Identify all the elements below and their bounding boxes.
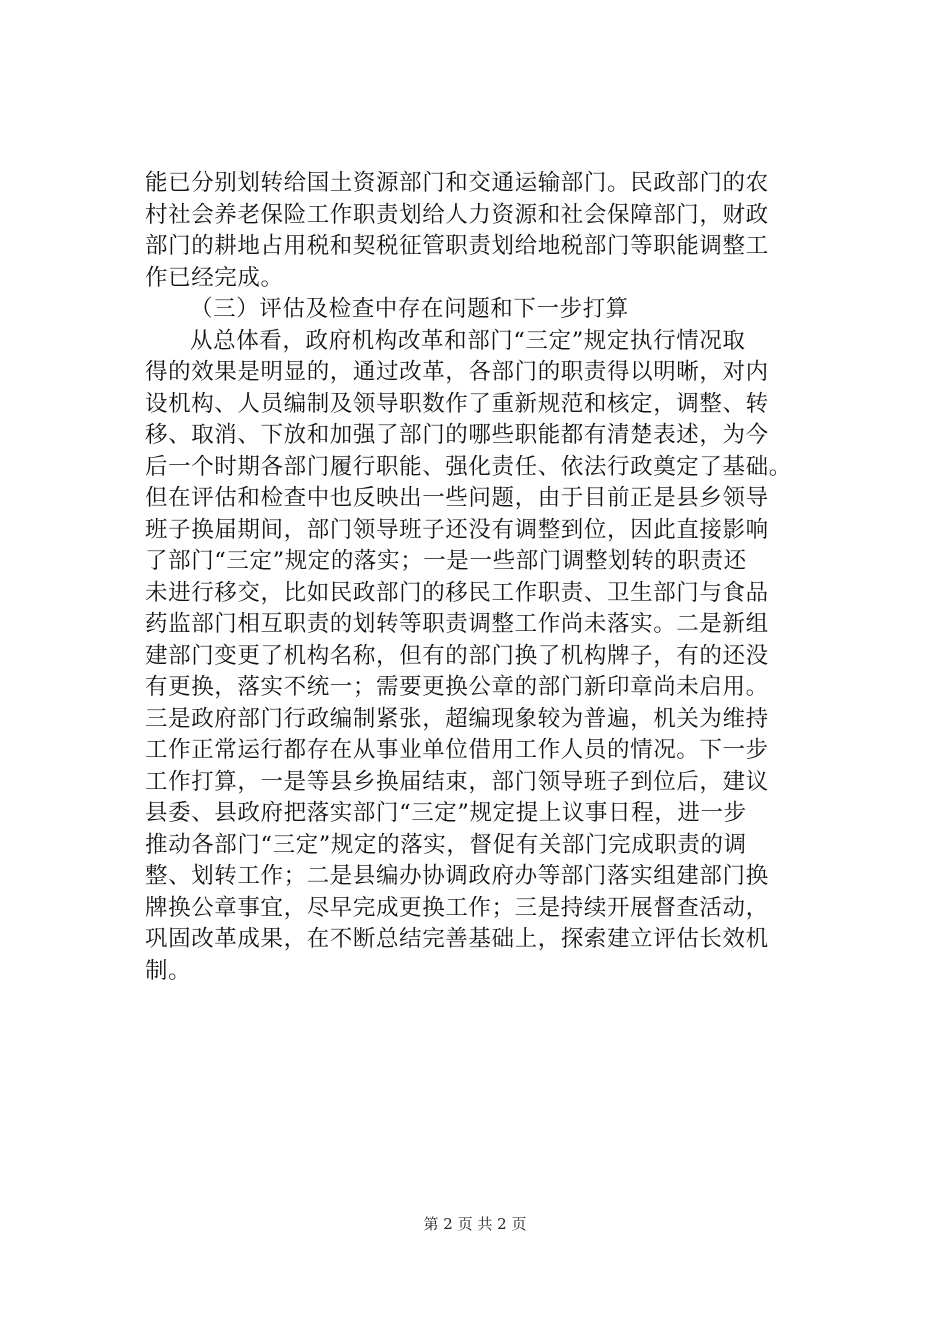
text-line: 工作正常运行都存在从事业单位借用工作人员的情况。下一步 xyxy=(145,737,769,763)
text-line: 县委、县政府把落实部门“三定”规定提上议事日程，进一步 xyxy=(145,800,747,826)
text-line: 移、取消、下放和加强了部门的哪些职能都有清楚表述，为今 xyxy=(145,422,769,448)
text-line: 建部门变更了机构名称，但有的部门换了机构牌子，有的还没 xyxy=(145,642,769,669)
text-line: 药监部门相互职责的划转等职责调整工作尚未落实。二是新组 xyxy=(145,611,769,637)
text-line: 作已经完成。 xyxy=(145,264,284,291)
text-line: 制。 xyxy=(145,957,192,984)
text-line: 了部门“三定”规定的落实；一是一些部门调整划转的职责还 xyxy=(145,548,747,574)
text-line: 村社会养老保险工作职责划给人力资源和社会保障部门，财政 xyxy=(145,201,769,228)
text-line: 部门的耕地占用税和契税征管职责划给地税部门等职能调整工 xyxy=(145,233,769,259)
text-line: 三是政府部门行政编制紧张，超编现象较为普遍，机关为维持 xyxy=(145,705,769,732)
text-line: 有更换，落实不统一；需要更换公章的部门新印章尚未启用。 xyxy=(145,674,769,700)
text-line: 巩固改革成果，在不断总结完善基础上，探索建立评估长效机 xyxy=(145,926,769,952)
text-line: 得的效果是明显的，通过改革，各部门的职责得以明晰，对内 xyxy=(145,359,769,385)
text-line: 能已分别划转给国土资源部门和交通运输部门。民政部门的农 xyxy=(145,170,769,196)
text-line: 设机构、人员编制及领导职数作了重新规范和核定，调整、转 xyxy=(145,390,769,417)
text-line: 后一个时期各部门履行职能、强化责任、依法行政奠定了基础。 xyxy=(145,453,792,480)
document-body xyxy=(145,168,845,987)
page-number-label: 第 2 页 共 2 页 xyxy=(423,1215,527,1233)
page-footer xyxy=(0,1214,950,1234)
text-line: 但在评估和检查中也反映出一些问题，由于目前正是县乡领导 xyxy=(145,485,769,511)
text-line: 从总体看，政府机构改革和部门“三定”规定执行情况取 xyxy=(190,327,746,354)
text-line: 推动各部门“三定”规定的落实，督促有关部门完成职责的调 xyxy=(145,831,747,858)
section-heading: （三）评估及检查中存在问题和下一步打算 xyxy=(190,296,629,322)
text-line: 未进行移交，比如民政部门的移民工作职责、卫生部门与食品 xyxy=(145,579,769,606)
text-line: 工作打算，一是等县乡换届结束，部门领导班子到位后，建议 xyxy=(145,768,769,795)
text-line: 整、划转工作；二是县编办协调政府办等部门落实组建部门换 xyxy=(145,863,769,889)
text-line: 牌换公章事宜，尽早完成更换工作；三是持续开展督查活动， xyxy=(145,894,769,921)
text-line: 班子换届期间，部门领导班子还没有调整到位，因此直接影响 xyxy=(145,516,769,543)
